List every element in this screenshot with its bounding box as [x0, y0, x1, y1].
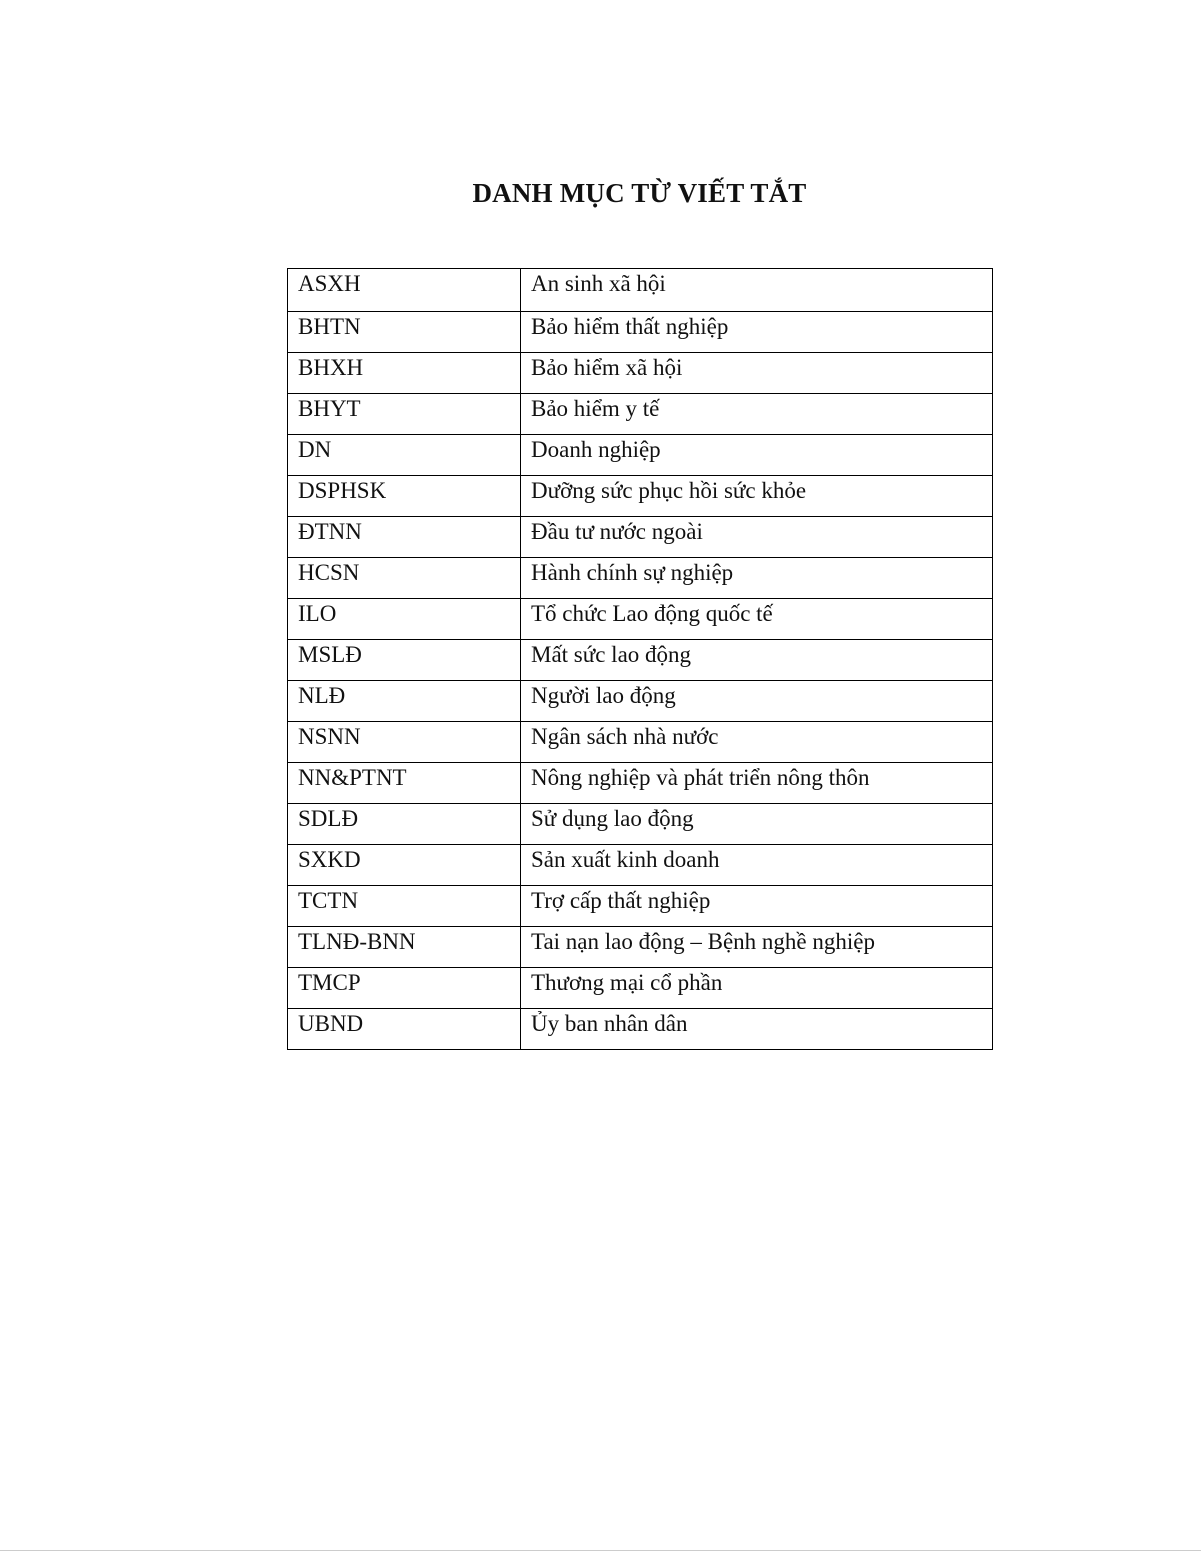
- abbreviation-table-body: [288, 269, 993, 1050]
- table-row: [288, 269, 993, 312]
- table-row: [288, 558, 993, 599]
- meaning-cell: Tổ chức Lao động quốc tế: [521, 599, 993, 640]
- abbreviation-cell: BHXH: [288, 353, 521, 394]
- meaning-cell: Bảo hiểm y tế: [521, 394, 993, 435]
- table-row: [288, 968, 993, 1009]
- table-row: [288, 722, 993, 763]
- meaning-cell: Đầu tư nước ngoài: [521, 517, 993, 558]
- abbreviation-cell: SXKD: [288, 845, 521, 886]
- table-row: [288, 353, 993, 394]
- meaning-cell: Hành chính sự nghiệp: [521, 558, 993, 599]
- meaning-cell: Thương mại cổ phần: [521, 968, 993, 1009]
- table-row: [288, 394, 993, 435]
- table-row: [288, 640, 993, 681]
- meaning-cell: Doanh nghiệp: [521, 435, 993, 476]
- abbreviation-cell: TCTN: [288, 886, 521, 927]
- meaning-cell: Trợ cấp thất nghiệp: [521, 886, 993, 927]
- abbreviation-cell: TMCP: [288, 968, 521, 1009]
- meaning-cell: Nông nghiệp và phát triển nông thôn: [521, 763, 993, 804]
- meaning-cell: Sản xuất kinh doanh: [521, 845, 993, 886]
- abbreviation-table: [287, 268, 993, 1050]
- page-title: DANH MỤC TỪ VIẾT TẮT: [472, 178, 807, 208]
- abbreviation-cell: NSNN: [288, 722, 521, 763]
- abbreviation-cell: BHYT: [288, 394, 521, 435]
- meaning-cell: An sinh xã hội: [521, 269, 993, 312]
- meaning-cell: Dưỡng sức phục hồi sức khỏe: [521, 476, 993, 517]
- meaning-cell: Bảo hiểm xã hội: [521, 353, 993, 394]
- meaning-cell: Người lao động: [521, 681, 993, 722]
- meaning-cell: Ngân sách nhà nước: [521, 722, 993, 763]
- abbreviation-cell: NN&PTNT: [288, 763, 521, 804]
- table-row: [288, 886, 993, 927]
- abbreviation-cell: ILO: [288, 599, 521, 640]
- table-row: [288, 804, 993, 845]
- abbreviation-cell: BHTN: [288, 312, 521, 353]
- table-row: [288, 1009, 993, 1050]
- meaning-cell: Bảo hiểm thất nghiệp: [521, 312, 993, 353]
- meaning-cell: Tai nạn lao động – Bệnh nghề nghiệp: [521, 927, 993, 968]
- meaning-cell: Sử dụng lao động: [521, 804, 993, 845]
- table-row: [288, 927, 993, 968]
- abbreviation-cell: HCSN: [288, 558, 521, 599]
- abbreviation-cell: UBND: [288, 1009, 521, 1050]
- abbreviation-cell: DSPHSK: [288, 476, 521, 517]
- meaning-cell: Mất sức lao động: [521, 640, 993, 681]
- table-row: [288, 312, 993, 353]
- abbreviation-cell: ĐTNN: [288, 517, 521, 558]
- abbreviation-cell: DN: [288, 435, 521, 476]
- abbreviation-cell: TLNĐ-BNN: [288, 927, 521, 968]
- table-row: [288, 599, 993, 640]
- abbreviation-cell: NLĐ: [288, 681, 521, 722]
- table-row: [288, 681, 993, 722]
- abbreviation-cell: ASXH: [288, 269, 521, 312]
- table-row: [288, 435, 993, 476]
- table-row: [288, 517, 993, 558]
- abbreviation-cell: SDLĐ: [288, 804, 521, 845]
- table-row: [288, 476, 993, 517]
- meaning-cell: Ủy ban nhân dân: [521, 1009, 993, 1050]
- table-row: [288, 845, 993, 886]
- page-bottom-divider: [0, 1550, 1201, 1551]
- table-row: [288, 763, 993, 804]
- abbreviation-cell: MSLĐ: [288, 640, 521, 681]
